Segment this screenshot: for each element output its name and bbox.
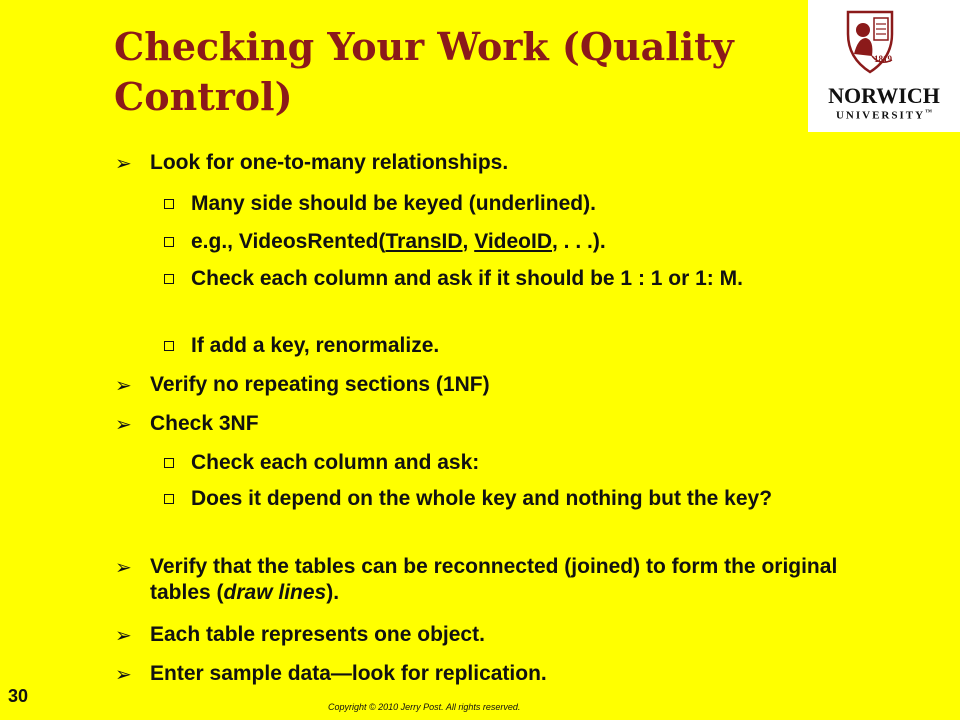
sub-bullet-check-each-column	[191, 450, 841, 476]
sub-bullet-many-side-keyed	[191, 191, 841, 217]
logo-subtitle	[808, 108, 960, 122]
hollow-square-bullet-icon	[164, 458, 174, 468]
example-key-videoid: VideoID	[474, 230, 552, 253]
bullet-verify-reconnect	[115, 554, 840, 606]
norwich-university-logo	[808, 0, 960, 132]
hollow-square-bullet-icon	[164, 341, 174, 351]
bullet-text: Check each column and ask:	[191, 451, 480, 474]
bullet-sample-data	[115, 661, 840, 687]
arrow-bullet-icon: ➢	[115, 412, 132, 436]
copyright-notice: Copyright © 2010 Jerry Post. All rights reserved.	[328, 702, 521, 712]
bullet-text: Many side should be keyed (underlined).	[191, 192, 596, 215]
arrow-bullet-icon: ➢	[115, 151, 132, 175]
logo-trademark: ™	[925, 108, 933, 116]
bullet-text: Enter sample data—look for replication.	[150, 662, 547, 685]
bullet-text: If add a key, renormalize.	[191, 334, 440, 357]
bullet-text: Does it depend on the whole key and nothing but the key?	[191, 487, 773, 510]
logo-subtitle-text: UNIVERSITY	[835, 109, 926, 122]
norwich-seal-icon	[808, 0, 960, 84]
hollow-square-bullet-icon	[164, 274, 174, 284]
logo-year: 1819	[874, 54, 892, 64]
sub-bullet-check-column	[191, 266, 841, 292]
slide-title: Checking Your Work (Quality Control)	[114, 24, 734, 119]
bullet-verify-1nf	[115, 372, 840, 398]
hollow-square-bullet-icon	[164, 494, 174, 504]
bullet-suffix: ).	[326, 581, 340, 604]
page-number: 30	[8, 686, 29, 706]
bullet-emphasis: draw lines	[223, 581, 327, 604]
arrow-bullet-icon: ➢	[115, 373, 132, 397]
bullet-text: Verify no repeating sections (1NF)	[150, 373, 490, 396]
bullet-check-3nf	[115, 411, 840, 437]
bullet-one-object	[115, 622, 840, 648]
sub-bullet-renormalize	[191, 333, 841, 359]
example-separator: ,	[462, 230, 475, 253]
bullet-text: Look for one-to-many relationships.	[150, 151, 509, 174]
bullet-one-to-many	[115, 150, 840, 176]
hollow-square-bullet-icon	[164, 199, 174, 209]
example-prefix: e.g., VideosRented(	[191, 230, 386, 253]
logo-name: NORWICH	[828, 83, 940, 108]
arrow-bullet-icon: ➢	[115, 662, 132, 686]
example-suffix: , . . .).	[552, 230, 606, 253]
arrow-bullet-icon: ➢	[115, 623, 132, 647]
bullet-text: Check 3NF	[150, 412, 259, 435]
arrow-bullet-icon: ➢	[115, 555, 132, 579]
bullet-text: Check each column and ask if it should be 1 : 1 or 1: M.	[191, 267, 743, 290]
bullet-text: Each table represents one object.	[150, 623, 485, 646]
sub-bullet-whole-key	[191, 486, 841, 512]
example-key-transid: TransID	[385, 230, 463, 253]
bullet-text: Verify that the tables can be reconnected (joined) to form the original tables (	[150, 555, 838, 604]
hollow-square-bullet-icon	[164, 237, 174, 247]
sub-bullet-example	[191, 229, 841, 255]
